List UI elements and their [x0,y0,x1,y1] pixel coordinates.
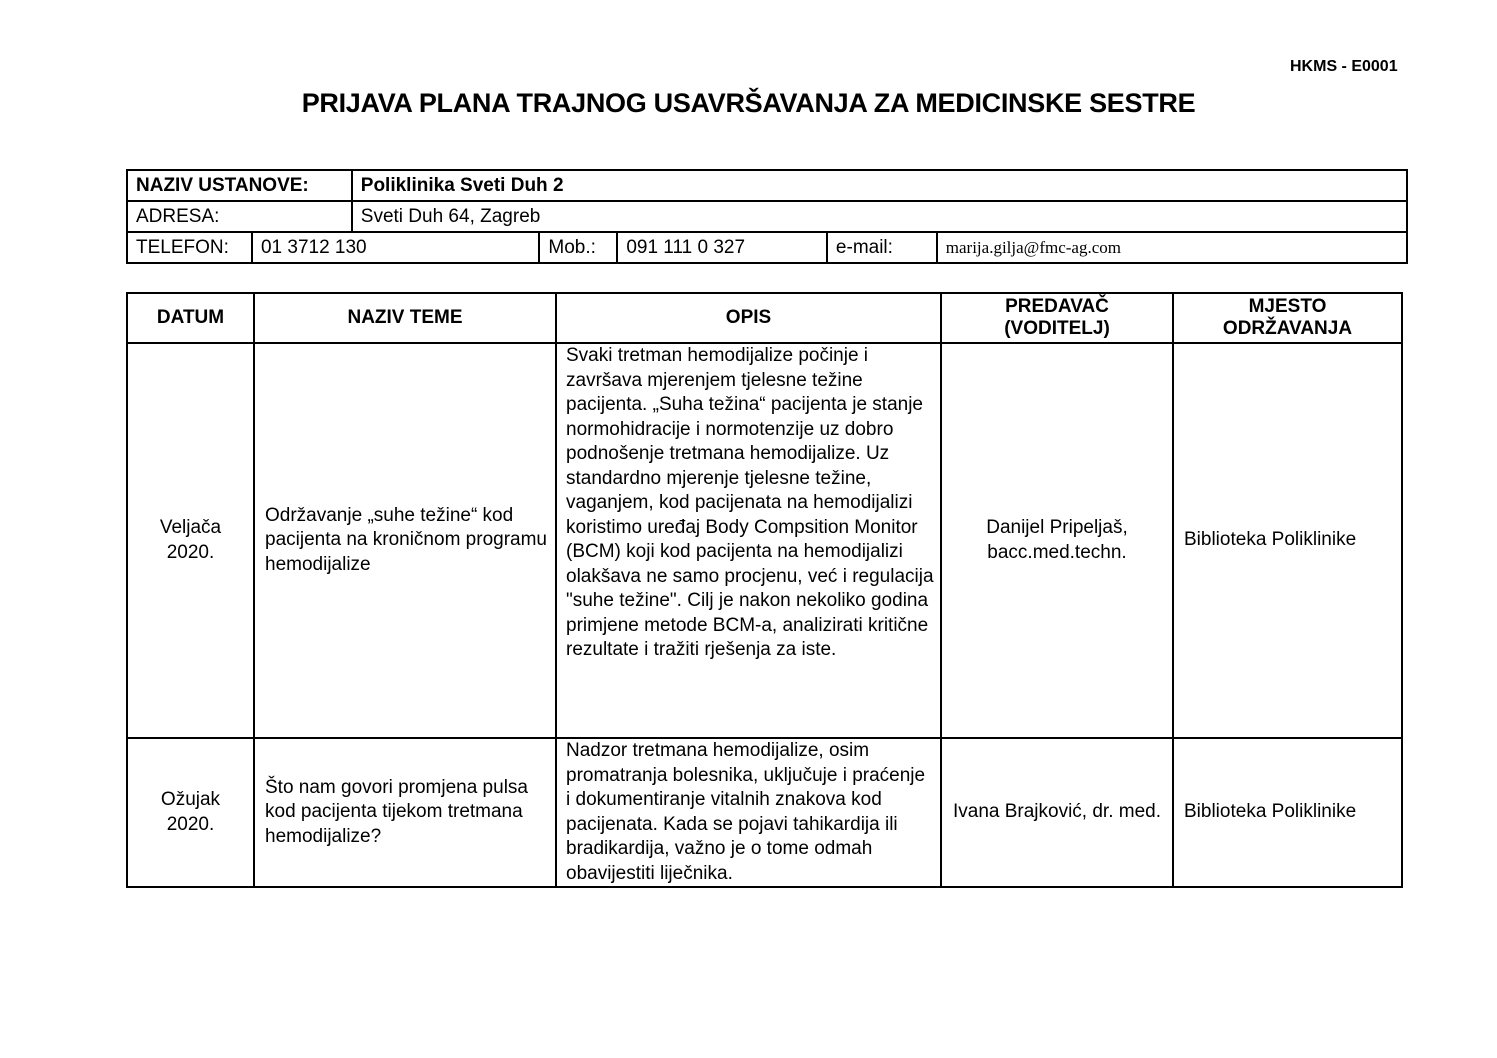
header-topic: NAZIV TEME [254,293,556,343]
row-date [127,343,254,738]
row-topic: Što nam govori promjena pulsa kod pacijenta tijekom tretmana hemodijalize? [254,738,556,887]
mobile-value: 091 111 0 327 [617,232,827,263]
mobile-label: Mob.: [539,232,617,263]
header-place-line1: MJESTO [1248,296,1327,317]
email-value: marija.gilja@fmc-ag.com [937,232,1407,263]
row-place: Biblioteka Poliklinike [1173,343,1402,738]
row-lecturer: Ivana Brajković, dr. med. [941,738,1173,887]
phone-value: 01 3712 130 [252,232,539,263]
institution-address-row [127,201,1407,232]
header-lecturer-line2: (VODITELJ) [1004,318,1110,339]
header-place-line2: ODRŽAVANJA [1222,318,1353,339]
document-title: PRIJAVA PLANA TRAJNOG USAVRŠAVANJA ZA MEDICINSKE SESTRE [301,88,1196,118]
row-date-month: Ožujak [160,789,221,810]
phone-label: TELEFON: [127,232,252,263]
row-date [127,738,254,887]
institution-name-label: NAZIV USTANOVE: [127,170,352,201]
row-description: Svaki tretman hemodijalize počinje i završava mjerenjem tjelesne težine pacijenta. „Suha težina“ pacijenta je stanje normohidracije i normotenzije uz dobro podnošenje tretmana hemodijalize. Uz standardno mjerenje tjelesne težine, vaganjem, kod pacijenata na hemodijalizi koristimo uređaj Body Compsition Monitor (BCM) koji kod pacijenta na hemodijalizi olakšava ne samo procjenu, već i regulacija "suhe težine". Cilj je nakon nekoliko godina primjene metode BCM-a, analizirati kritične rezultate i tražiti rješenja za iste. [556,343,941,738]
email-label: e-mail: [827,232,937,263]
institution-contact-row [127,232,1407,263]
header-description: OPIS [556,293,941,343]
institution-info-table [126,169,1408,264]
row-date-month: Veljača [159,517,222,538]
header-place [1173,293,1402,343]
header-date: DATUM [127,293,254,343]
training-plan-table [126,292,1403,888]
address-label: ADRESA: [127,201,352,232]
row-place: Biblioteka Poliklinike [1173,738,1402,887]
header-lecturer [941,293,1173,343]
row-topic: Održavanje „suhe težine“ kod pacijenta na kroničnom programu hemodijalize [254,343,556,738]
plan-header-row [127,293,1402,343]
row-lecturer: Danijel Pripeljaš, bacc.med.techn. [941,343,1173,738]
row-date-year: 2020. [166,541,215,563]
row-date-year: 2020. [166,813,215,835]
institution-name-row [127,170,1407,201]
row-description: Nadzor tretmana hemodijalize, osim promatranja bolesnika, uključuje i praćenje i dokumentiranje vitalnih znakova kod pacijenata. Kada se pojavi tahikardija ili bradikardija, važno je o tome odmah obavijestiti liječnika. [556,738,941,887]
address-value: Sveti Duh 64, Zagreb [352,201,1407,232]
document-code: HKMS - E0001 [1290,58,1398,75]
institution-name-value: Poliklinika Sveti Duh 2 [352,170,1407,201]
table-row [127,343,1402,738]
header-lecturer-line1: PREDAVAČ [1005,296,1109,317]
table-row [127,738,1402,887]
